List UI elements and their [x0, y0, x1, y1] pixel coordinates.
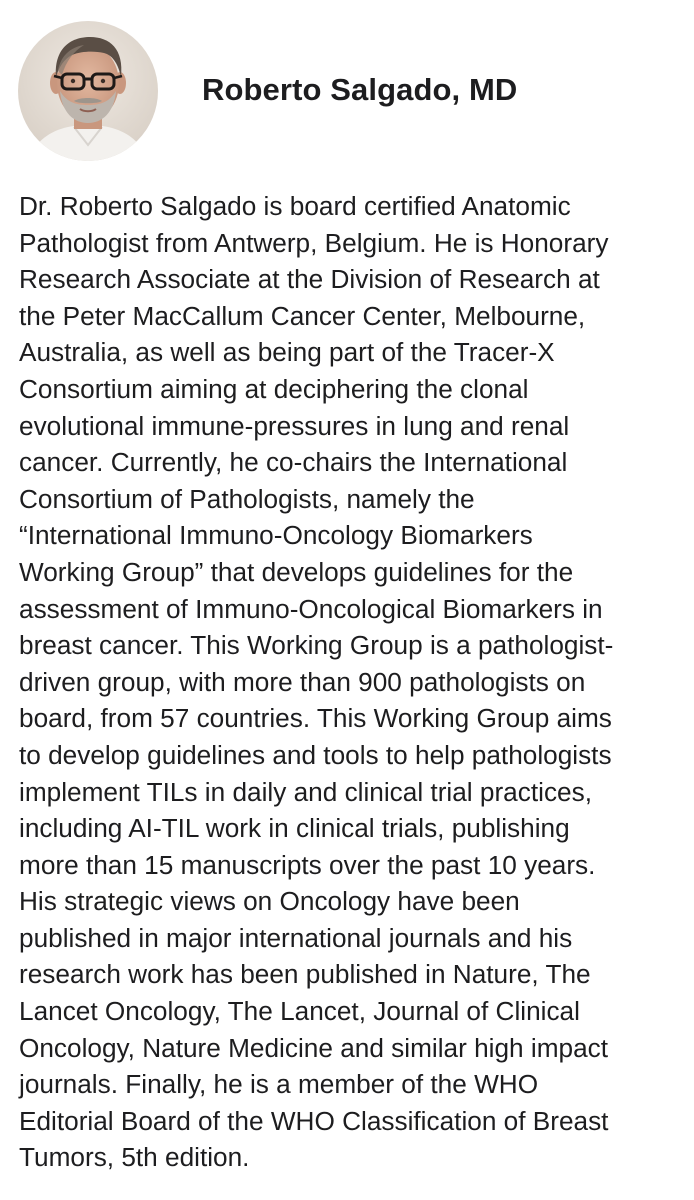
bio-line: Consortium of Pathologists, namely the	[19, 483, 475, 514]
bio-line: Consortium aiming at deciphering the clonal	[19, 373, 529, 404]
avatar	[18, 21, 158, 161]
bio-line: the Peter MacCallum Cancer Center, Melbourne,	[19, 300, 586, 331]
bio-line: Dr. Roberto Salgado is board certified Anatomic	[19, 191, 571, 221]
bio-line: Tumors, 5th edition.	[19, 1142, 250, 1173]
bio-line: Pathologist from Antwerp, Belgium. He is Honorary	[19, 227, 609, 258]
bio-line: journals. Finally, he is a member of the WHO	[19, 1069, 539, 1100]
bio-line: research work has been published in Nature, The	[19, 959, 591, 990]
bio-line: “International Immuno-Oncology Biomarkers	[19, 520, 533, 551]
bio-line: assessment of Immuno-Oncological Biomarkers in	[19, 593, 603, 624]
bio-line: cancer. Currently, he co-chairs the International	[19, 447, 568, 478]
bio-line: including AI-TIL work in clinical trials, publishing	[19, 813, 570, 844]
bio-line: His strategic views on Oncology have been	[19, 886, 520, 917]
bio-text	[19, 188, 679, 1176]
bio-line: published in major international journals and his	[19, 922, 573, 953]
bio-line: Working Group” that develops guidelines for the	[19, 556, 574, 587]
person-photo-icon	[18, 21, 158, 161]
bio-line: Research Associate at the Division of Research at	[19, 264, 600, 295]
bio-line: evolutional immune-pressures in lung and renal	[19, 410, 570, 441]
bio-line: to develop guidelines and tools to help pathologists	[19, 739, 612, 770]
bio-line: implement TILs in daily and clinical trial practices,	[19, 776, 592, 807]
bio-line: Lancet Oncology, The Lancet, Journal of Clinical	[19, 996, 580, 1027]
bio-line: Editorial Board of the WHO Classification of Breast	[19, 1105, 609, 1136]
profile-header	[0, 0, 694, 170]
bio-line: driven group, with more than 900 pathologists on	[19, 666, 586, 697]
bio-line: Oncology, Nature Medicine and similar high impact	[19, 1032, 609, 1063]
bio-line: board, from 57 countries. This Working Group aims	[19, 703, 612, 734]
bio-line: breast cancer. This Working Group is a pathologist-	[19, 630, 614, 661]
bio-line: more than 15 manuscripts over the past 10 years.	[19, 849, 596, 880]
bio-line: Australia, as well as being part of the Tracer-X	[19, 337, 555, 368]
profile-name: Roberto Salgado, MD	[202, 72, 518, 107]
